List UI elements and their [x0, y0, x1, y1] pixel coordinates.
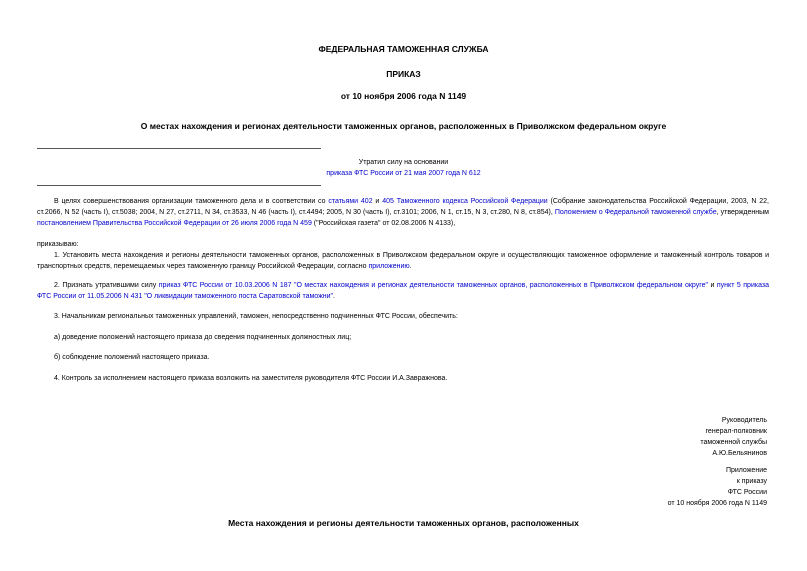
item-2-text-2: и	[708, 282, 717, 289]
link-order-431[interactable]: пункт 5 приказа ФТС России от 11.05.2006 N 431 "О ликвидации таможенного поста Саратовской таможни"	[37, 282, 769, 301]
signature-line: таможенной службы	[700, 439, 767, 446]
appendix-line: от 10 ноября 2006 года N 1149	[667, 500, 767, 507]
status-note: Утратил силу на основании	[358, 159, 449, 166]
item-2-end: .	[333, 293, 335, 301]
status-link-wrap	[0, 168, 807, 179]
preamble-text-1: В целях совершенствования организации таможенного дела и в соответствии со	[54, 198, 329, 205]
agency-name: ФЕДЕРАЛЬНАЯ ТАМОЖЕННАЯ СЛУЖБА	[318, 44, 489, 54]
preamble-text-3: (Собрание законодательства Российской Федерации, 2003, N 22, ст.2066, N 52 (часть I), ст.5038; 2004, N 27, ст.2711, N 34, ст.3533, N 46 (часть I), ст.4494; 2005, N 30 (часть I), ст.3101; 2006, N 1, ст.15, N 3, ст.280, N 8, ст.854),	[37, 198, 769, 217]
link-order-187[interactable]: приказ ФТС России от 10.03.2006 N 187 "О местах нахождения и регионах деятельности таможенных органов, расположенных в Приволжском федеральном округе"	[158, 282, 708, 289]
item-1-end: .	[409, 263, 412, 271]
signature-block	[700, 415, 767, 459]
item-3a: а) доведение положений настоящего приказа до сведения подчиненных должностных лиц;	[54, 334, 352, 341]
divider-top	[37, 148, 321, 149]
signature-line: А.Ю.Бельянинов	[712, 450, 767, 457]
appendix-title: Места нахождения и регионы деятельности таможенных органов, расположенных	[228, 518, 579, 528]
document-date-number: от 10 ноября 2006 года N 1149	[340, 91, 467, 101]
item-2-text-1: 2. Признать утратившими силу	[54, 282, 159, 289]
status-link[interactable]: приказа ФТС России от 21 мая 2007 года N 612	[326, 170, 481, 177]
link-appendix[interactable]: приложению	[368, 263, 410, 271]
item-1-text: 1. Установить места нахождения и регионы деятельности таможенных органов, расположенных в Приволжском федеральном округе и осуществляющих таможенное оформление и таможенный контроль товаров и транспортных средств, перемещаемых через таможенную границу Российской Федерации, согласно	[37, 252, 769, 271]
appendix-block	[668, 465, 767, 509]
appendix-line: к приказу	[736, 478, 767, 485]
signature-line: Руководитель	[721, 417, 767, 424]
document-title: О местах нахождения и регионах деятельности таможенных органов, расположенных в Приволжском федеральном округе	[140, 121, 667, 131]
divider-bottom	[37, 185, 321, 186]
document-type: ПРИКАЗ	[386, 69, 421, 79]
item-2	[37, 280, 769, 302]
item-4: 4. Контроль за исполнением настоящего приказа возложить на заместителя руководителя ФТС России И.А.Завражнова.	[54, 375, 448, 382]
link-article-405[interactable]: 405 Таможенного кодекса Российской Федерации	[382, 198, 548, 205]
preamble-text-5: ("Российская газета" от 02.08.2006 N 4133),	[311, 220, 456, 228]
link-article-402[interactable]: статьями 402	[328, 198, 373, 205]
item-1	[37, 250, 769, 272]
preamble-text-2: и	[372, 198, 383, 205]
appendix-line: ФТС России	[727, 489, 767, 496]
item-3b: б) соблюдение положений настоящего приказа.	[54, 354, 210, 361]
order-word: приказываю:	[37, 241, 79, 248]
preamble-paragraph	[37, 196, 769, 230]
link-regulation[interactable]: Положением о Федеральной таможенной службе	[554, 209, 717, 217]
item-3: 3. Начальникам региональных таможенных управлений, таможен, непосредственно подчиненных ФТС России, обеспечить:	[54, 313, 458, 320]
preamble-text-4: , утвержденным	[716, 209, 769, 217]
signature-line: генерал-полковник	[705, 428, 767, 435]
link-government-resolution[interactable]: постановлением Правительства Российской Федерации от 26 июля 2006 года N 459	[37, 220, 312, 228]
appendix-line: Приложение	[725, 467, 767, 474]
